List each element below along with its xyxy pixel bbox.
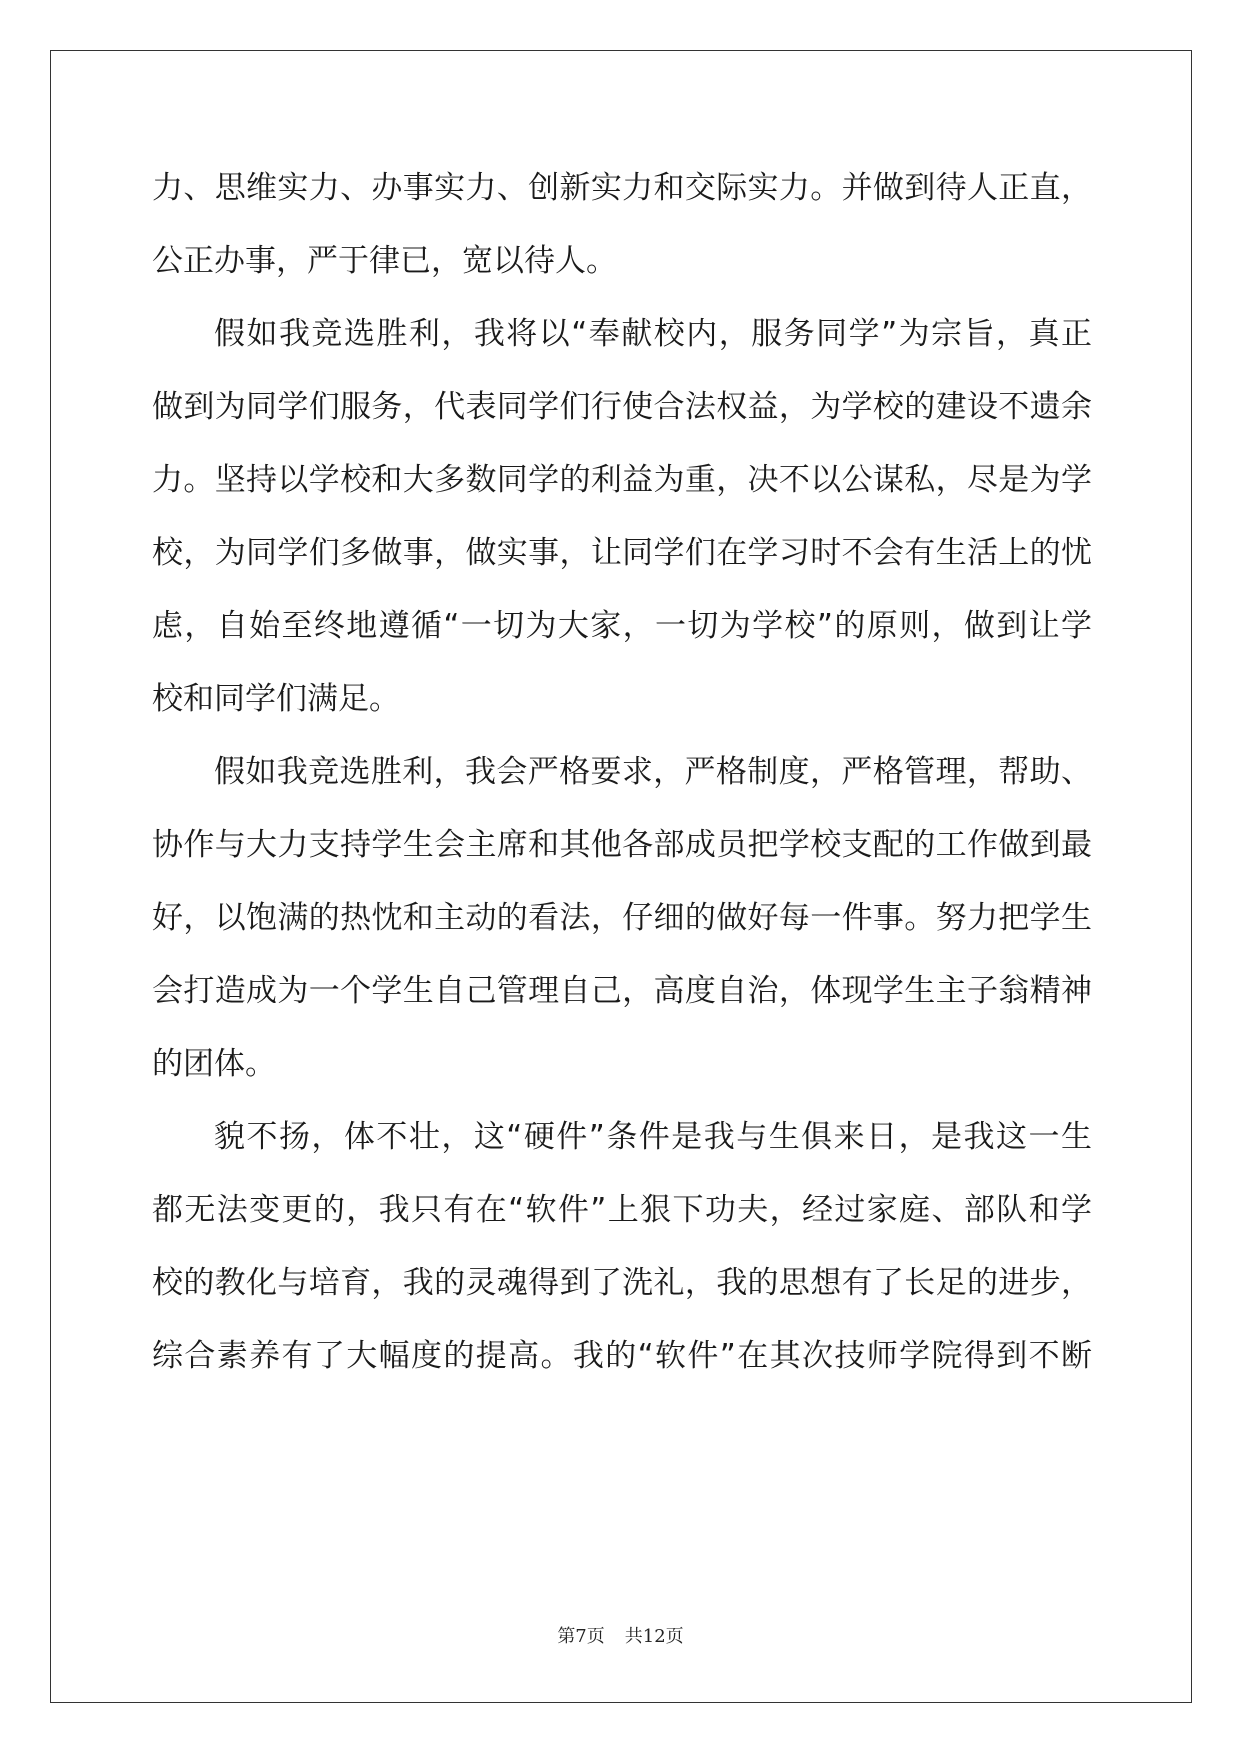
text-line: 都无法变更的，我只有在“软件”上狠下功夫，经过家庭、部队和学 — [152, 1192, 1092, 1228]
text-line: 综合素养有了大幅度的提高。我的“软件”在其次技师学院得到不断 — [152, 1338, 1092, 1374]
page-border — [50, 50, 1192, 1703]
text-line: 校，为同学们多做事，做实事，让同学们在学习时不会有生活上的忧 — [152, 535, 1092, 571]
text-line: 力。坚持以学校和大多数同学的利益为重，决不以公谋私，尽是为学 — [152, 462, 1092, 498]
text-line: 的团体。 — [152, 1046, 276, 1082]
text-line: 协作与大力支持学生会主席和其他各部成员把学校支配的工作做到最 — [152, 827, 1092, 863]
text-line: 力、思维实力、办事实力、创新实力和交际实力。并做到待人正直， — [152, 170, 1092, 206]
page-footer — [0, 1625, 1241, 1649]
text-line: 虑，自始至终地遵循“一切为大家，一切为学校”的原则，做到让学 — [152, 608, 1092, 644]
text-line: 好，以饱满的热忱和主动的看法，仔细的做好每一件事。努力把学生 — [152, 900, 1092, 936]
page-number-total: 共12页 — [624, 1626, 684, 1647]
paragraph-first-line: 假如我竞选胜利，我将以“奉献校内，服务同学”为宗旨，真正 — [214, 316, 1092, 352]
page-number-current: 第7页 — [557, 1626, 605, 1647]
text-line: 做到为同学们服务，代表同学们行使合法权益，为学校的建设不遗余 — [152, 389, 1092, 425]
text-line: 会打造成为一个学生自己管理自己，高度自治，体现学生主子翁精神 — [152, 973, 1092, 1009]
text-line: 校和同学们满足。 — [152, 681, 400, 717]
paragraph-first-line: 貌不扬，体不壮，这“硬件”条件是我与生俱来日，是我这一生 — [214, 1119, 1092, 1155]
paragraph-first-line: 假如我竞选胜利，我会严格要求，严格制度，严格管理，帮助、 — [214, 754, 1092, 790]
text-line: 校的教化与培育，我的灵魂得到了洗礼，我的思想有了长足的进步， — [152, 1265, 1092, 1301]
text-line: 公正办事，严于律已，宽以待人。 — [152, 243, 617, 279]
